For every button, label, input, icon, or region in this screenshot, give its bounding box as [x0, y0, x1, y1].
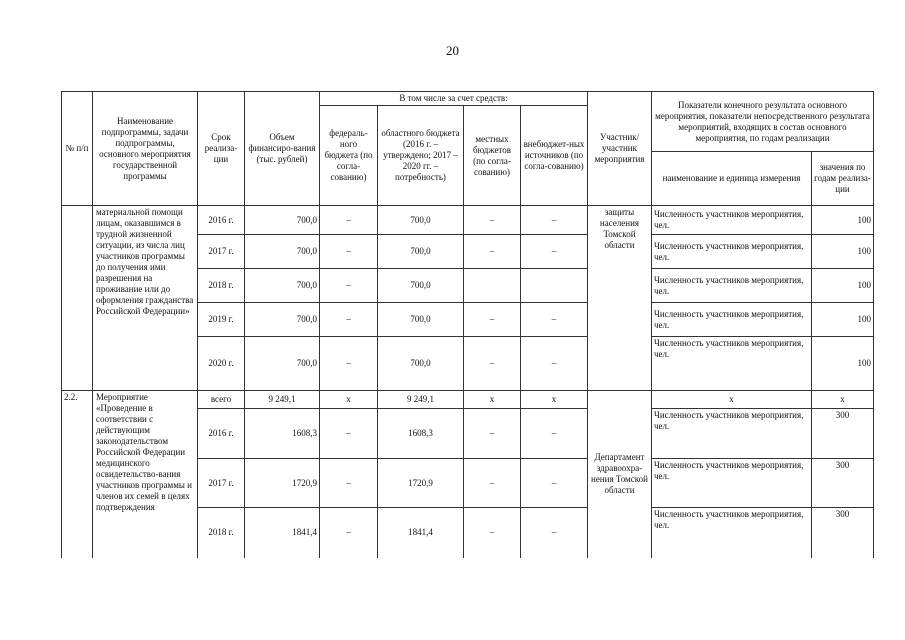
federal-cell: – [320, 235, 378, 269]
year-cell: 2018 г. [198, 508, 245, 558]
federal-cell: – [320, 206, 378, 235]
header-no: № п/п [62, 92, 93, 206]
indicator-cell: Численность участников мероприятия, чел. [652, 269, 812, 303]
extra-cell: х [521, 391, 588, 409]
volume-cell: 700,0 [245, 303, 320, 337]
volume-cell: 700,0 [245, 235, 320, 269]
extra-cell: – [521, 508, 588, 558]
indicator-cell: Численность участников мероприятия, чел. [652, 409, 812, 459]
year-cell: 2017 г. [198, 459, 245, 508]
header-term: Срок реализа-ции [198, 92, 245, 206]
local-cell: – [464, 508, 521, 558]
extra-cell [521, 269, 588, 303]
year-cell: 2017 г. [198, 235, 245, 269]
federal-cell: – [320, 269, 378, 303]
header-sources-group: В том числе за счет средств: [320, 92, 588, 106]
header-federal: федераль-ного бюджета (по согла-сованию) [320, 106, 378, 206]
header-indicators-group: Показатели конечного результата основного мероприятия, показатели непосредственного результата мероприятий, входящих в состав основного мероприятия, по годам реализации [652, 92, 874, 152]
header-extra: внебюджет-ных источников (по согла-сованию) [521, 106, 588, 206]
header-participant: Участник/ участник мероприятия [588, 92, 652, 206]
local-cell [464, 269, 521, 303]
year-cell: 2016 г. [198, 206, 245, 235]
year-cell: 2020 г. [198, 337, 245, 391]
extra-cell: – [521, 409, 588, 459]
volume-cell: 1608,3 [245, 409, 320, 459]
regional-cell: 700,0 [378, 269, 464, 303]
indicator-cell: х [652, 391, 812, 409]
section1-name: материальной помощи лицам, оказавшимся в трудной жизненной ситуации, из числа лиц участников программы до получения ими разрешения на проживание или до оформления гражданства Российской Федерации» [93, 206, 198, 391]
extra-cell: – [521, 235, 588, 269]
federal-cell: х [320, 391, 378, 409]
header-name: Наименование подпрограммы, задачи подпрограммы, основного мероприятия государственной программы [93, 92, 198, 206]
local-cell: – [464, 409, 521, 459]
local-cell: – [464, 337, 521, 391]
federal-cell: – [320, 459, 378, 508]
volume-cell: 700,0 [245, 269, 320, 303]
indicator-cell: Численность участников мероприятия, чел. [652, 303, 812, 337]
extra-cell: – [521, 459, 588, 508]
section2-no: 2.2. [62, 391, 93, 558]
indicator-cell: Численность участников мероприятия, чел. [652, 459, 812, 508]
indicator-value-cell: х [812, 391, 874, 409]
header-row-1 [62, 92, 874, 106]
indicator-value-cell: 300 [812, 409, 874, 459]
header-volume: Объем финансиро-вания (тыс. рублей) [245, 92, 320, 206]
year-cell: 2019 г. [198, 303, 245, 337]
local-cell: – [464, 459, 521, 508]
local-cell: – [464, 303, 521, 337]
year-cell: 2016 г. [198, 409, 245, 459]
indicator-cell: Численность участников мероприятия, чел. [652, 337, 812, 391]
local-cell: – [464, 206, 521, 235]
regional-cell: 700,0 [378, 337, 464, 391]
volume-cell: 700,0 [245, 337, 320, 391]
indicator-value-cell: 100 [812, 303, 874, 337]
indicator-value-cell: 300 [812, 459, 874, 508]
indicator-value-cell: 100 [812, 235, 874, 269]
section2-participant: Департамент здравоохра-нения Томской области [588, 391, 652, 558]
indicator-value-cell: 100 [812, 206, 874, 235]
regional-cell: 9 249,1 [378, 391, 464, 409]
section1-no-cell [62, 206, 93, 391]
federal-cell: – [320, 337, 378, 391]
table-row [62, 206, 874, 235]
extra-cell: – [521, 303, 588, 337]
federal-cell: – [320, 508, 378, 558]
federal-cell: – [320, 409, 378, 459]
header-indicator-value: значения по годам реализа-ции [812, 152, 874, 206]
indicator-value-cell: 100 [812, 337, 874, 391]
volume-cell: 1720,9 [245, 459, 320, 508]
indicator-cell: Численность участников мероприятия, чел. [652, 206, 812, 235]
local-cell: – [464, 235, 521, 269]
section2-name: Мероприятие «Проведение в соответствии с действующим законодательством Российской Федерации медицинского освидетельство-вания участников программы и членов их семей в целях подтверждения [93, 391, 198, 558]
regional-cell: 1608,3 [378, 409, 464, 459]
extra-cell: – [521, 206, 588, 235]
indicator-cell: Численность участников мероприятия, чел. [652, 508, 812, 558]
year-cell: 2018 г. [198, 269, 245, 303]
regional-cell: 700,0 [378, 235, 464, 269]
regional-cell: 1841,4 [378, 508, 464, 558]
table-row [62, 391, 874, 409]
year-cell: всего [198, 391, 245, 409]
volume-cell: 9 249,1 [245, 391, 320, 409]
indicator-value-cell: 100 [812, 269, 874, 303]
header-indicator-name: наименование и единица измерения [652, 152, 812, 206]
regional-cell: 700,0 [378, 303, 464, 337]
regional-cell: 1720,9 [378, 459, 464, 508]
program-table [61, 91, 874, 558]
page-number: 20 [446, 43, 459, 58]
section1-participant: защиты населения Томской области [588, 206, 652, 391]
indicator-cell: Численность участников мероприятия, чел. [652, 235, 812, 269]
local-cell: х [464, 391, 521, 409]
volume-cell: 1841,4 [245, 508, 320, 558]
federal-cell: – [320, 303, 378, 337]
volume-cell: 700,0 [245, 206, 320, 235]
extra-cell: – [521, 337, 588, 391]
regional-cell: 700,0 [378, 206, 464, 235]
indicator-value-cell: 300 [812, 508, 874, 558]
header-regional: областного бюджета (2016 г. – утверждено; 2017 – 2020 гг. – потребность) [378, 106, 464, 206]
header-local: местных бюджетов (по согла-сованию) [464, 106, 521, 206]
